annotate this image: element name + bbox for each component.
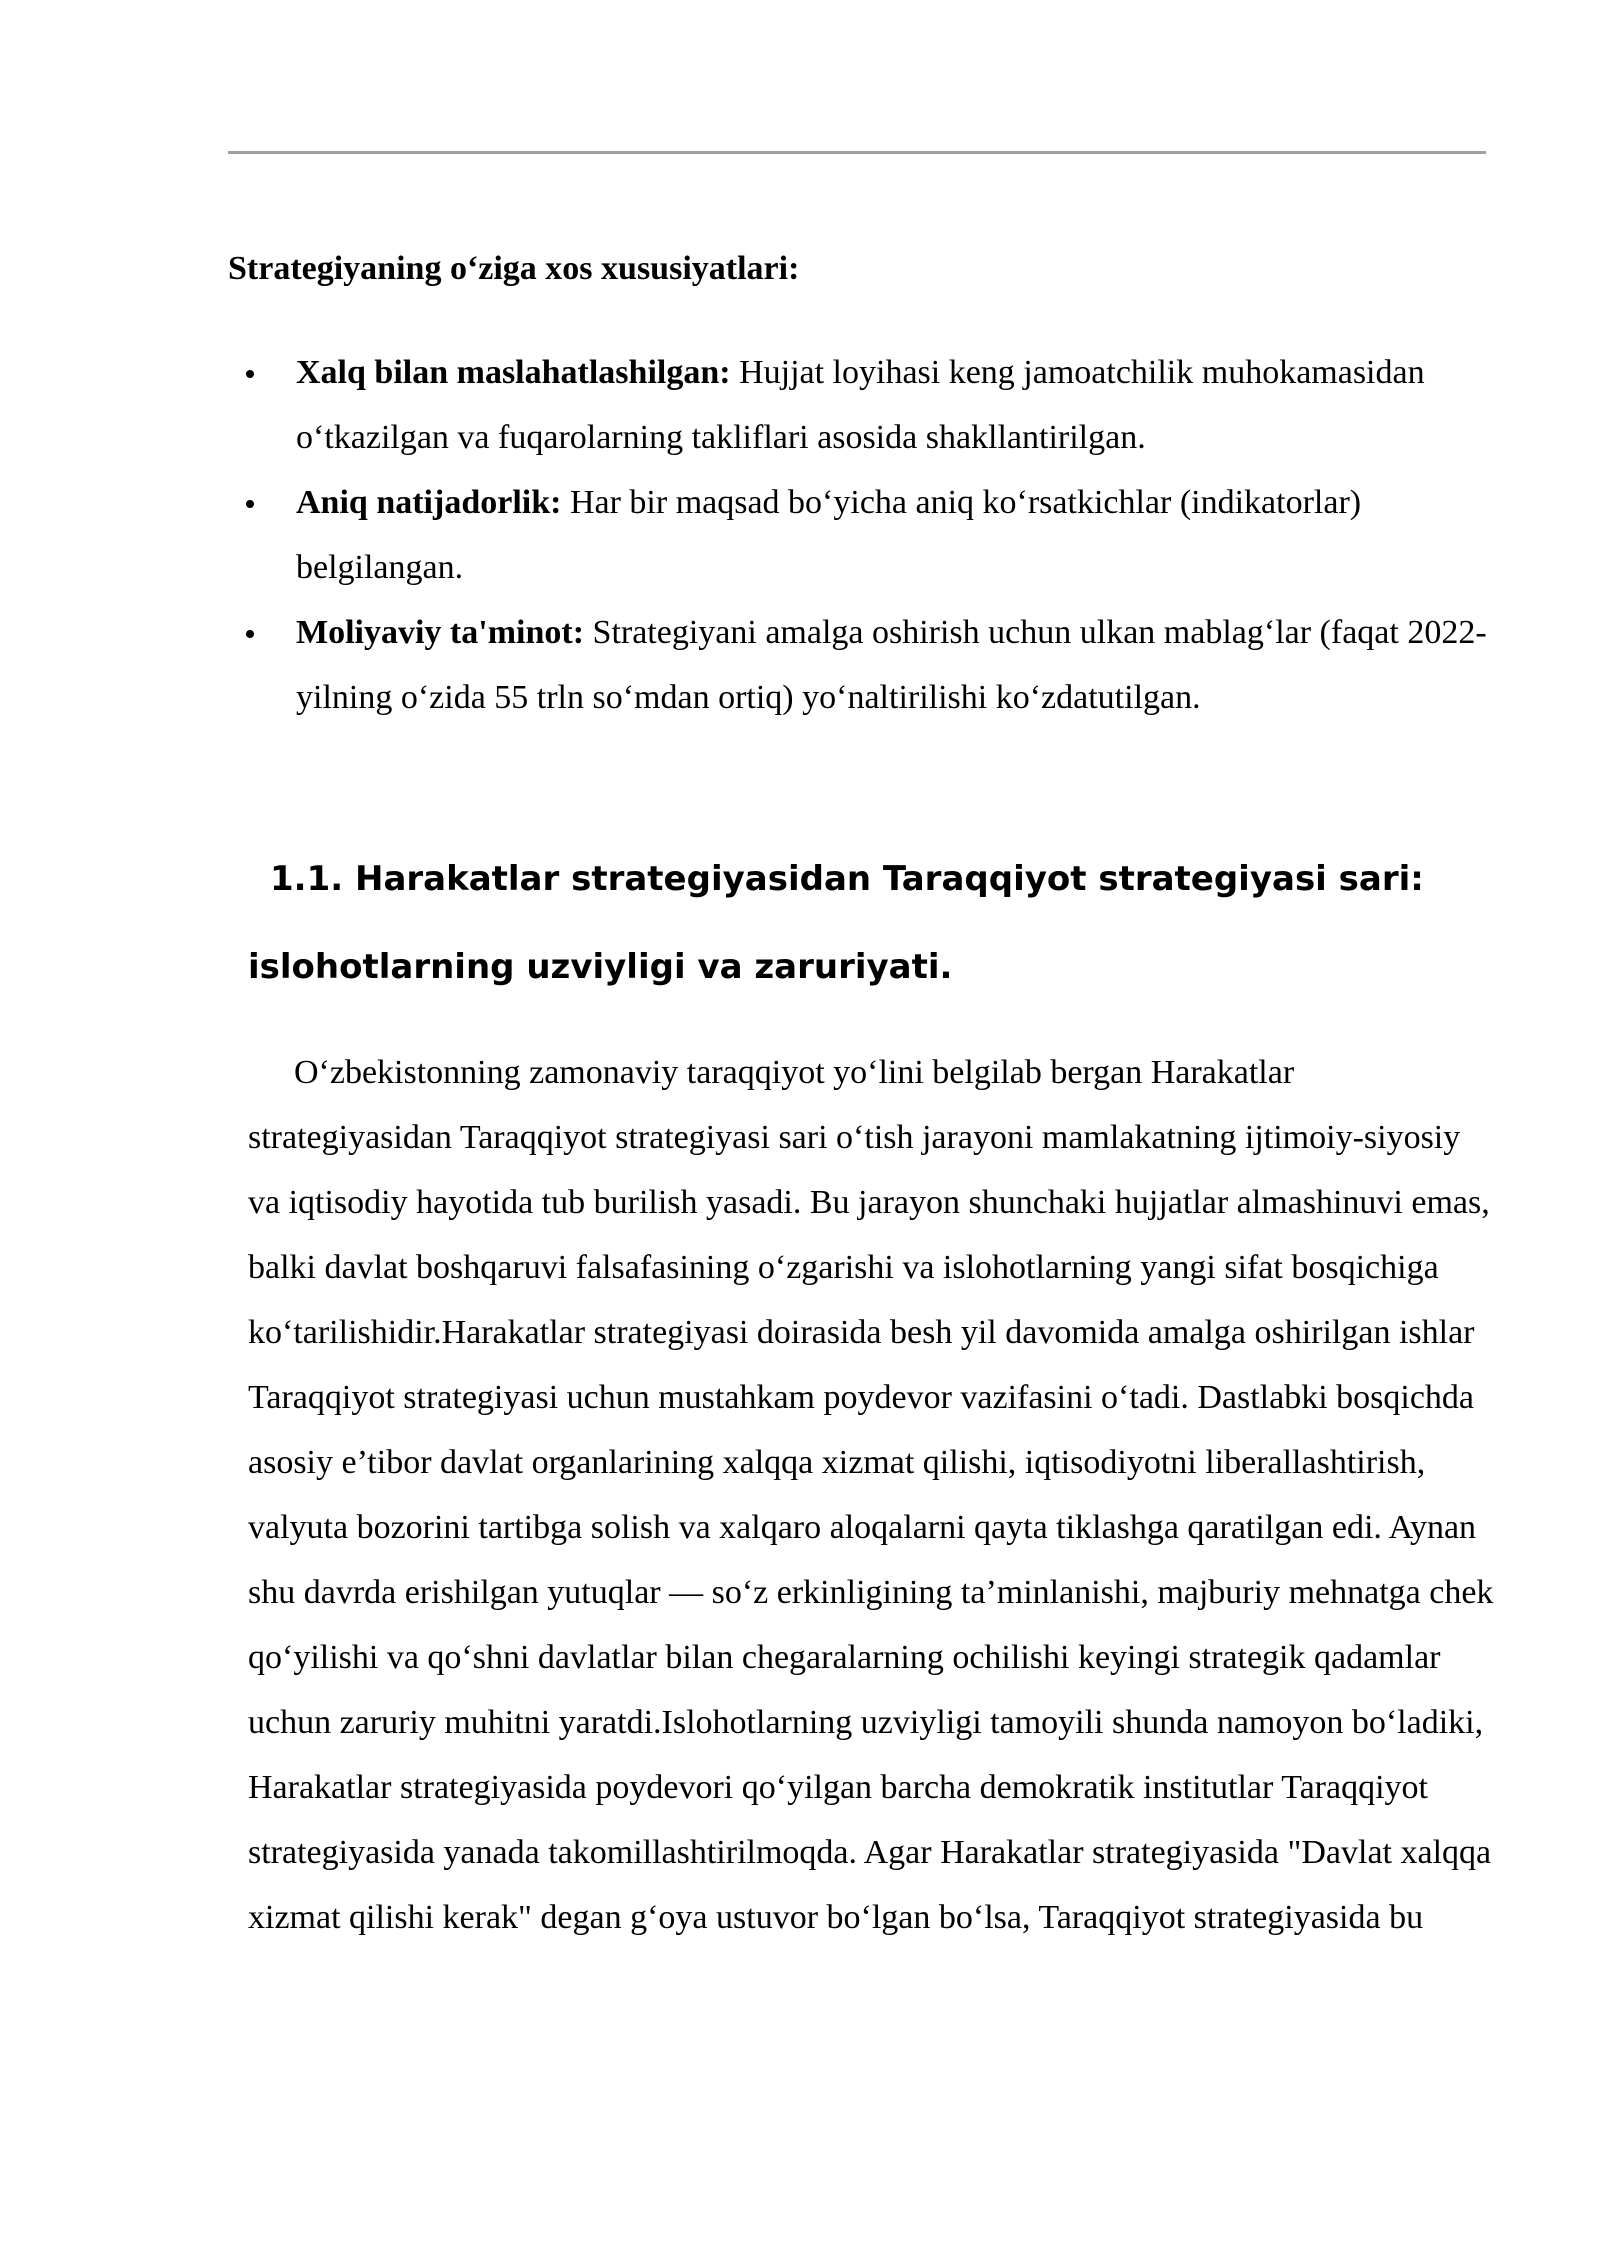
list-item (228, 340, 1498, 470)
body-paragraph: O‘zbekistonning zamonaviy taraqqiyot yo‘lini belgilab bergan Harakatlar strategiyasidan Taraqqiyot strategiyasi sari o‘tish jarayoni mamlakatning ijtimoiy-siyosiy va iqtisodiy hayotida tub burilish yasadi. Bu jarayon shunchaki hujjatlar almashinuvi emas, balki davlat boshqaruvi falsafasining o‘zgarishi va islohotlarning yangi sifat bosqichiga ko‘tarilishidir.Harakatlar strategiyasi doirasida besh yil davomida amalga oshirilgan ishlar Taraqqiyot strategiyasi uchun mustahkam poydevor vazifasini o‘tadi. Dastlabki bosqichda asosiy e’tibor davlat organlarining xalqqa xizmat qilishi, iqtisodiyotni liberallashtirish, valyuta bozorini tartibga solish va xalqaro aloqalarni qayta tiklashga qaratilgan edi. Aynan shu davrda erishilgan yutuqlar — so‘z erkinligining ta’minlanishi, majburiy mehnatga chek qo‘yilishi va qo‘shni davlatlar bilan chegaralarning ochilishi keyingi strategik qadamlar uchun zaruriy muhitni yaratdi.Islohotlarning uzviyligi tamoyili shunda namoyon bo‘ladiki, Harakatlar strategiyasida poydevori qo‘yilgan barcha demokratik institutlar Taraqqiyot strategiyasida yanada takomillashtirilmoqda. Agar Harakatlar strategiyasida "Davlat xalqqa xizmat qilishi kerak" degan g‘oya ustuvor bo‘lgan bo‘lsa, Taraqqiyot strategiyasida bu (248, 1054, 1494, 1936)
features-list (228, 340, 1498, 730)
item-text: Hujjat loyihasi keng jamoatchilik muhokamasidan o‘tkazilgan va fuqarolarning takliflari asosida shakllantirilgan. (296, 354, 1425, 456)
item-text: Har bir maqsad bo‘yicha aniq ko‘rsatkichlar (indikatorlar) belgilangan. (296, 484, 1362, 586)
list-item (228, 470, 1498, 600)
header-rule (228, 151, 1486, 154)
section-heading: 1.1. Harakatlar strategiyasidan Taraqqiyot strategiyasi sari: islohotlarning uzviyligi va zaruriyati. (248, 859, 1424, 987)
bullet-icon (246, 500, 254, 508)
bullet-icon (246, 370, 254, 378)
item-lead: Xalq bilan maslahatlashilgan: (296, 354, 731, 391)
item-lead: Aniq natijadorlik: (296, 484, 562, 521)
item-lead: Moliyaviy ta'minot: (296, 614, 585, 651)
section-title: Strategiyaning o‘ziga xos xususiyatlari: (228, 250, 800, 287)
bullet-icon (246, 630, 254, 638)
item-text: Strategiyani amalga oshirish uchun ulkan mablag‘lar (faqat 2022-yilning o‘zida 55 trln so‘mdan ortiq) yo‘naltirilishi ko‘zdatutilgan. (296, 614, 1487, 716)
list-item (228, 600, 1498, 730)
